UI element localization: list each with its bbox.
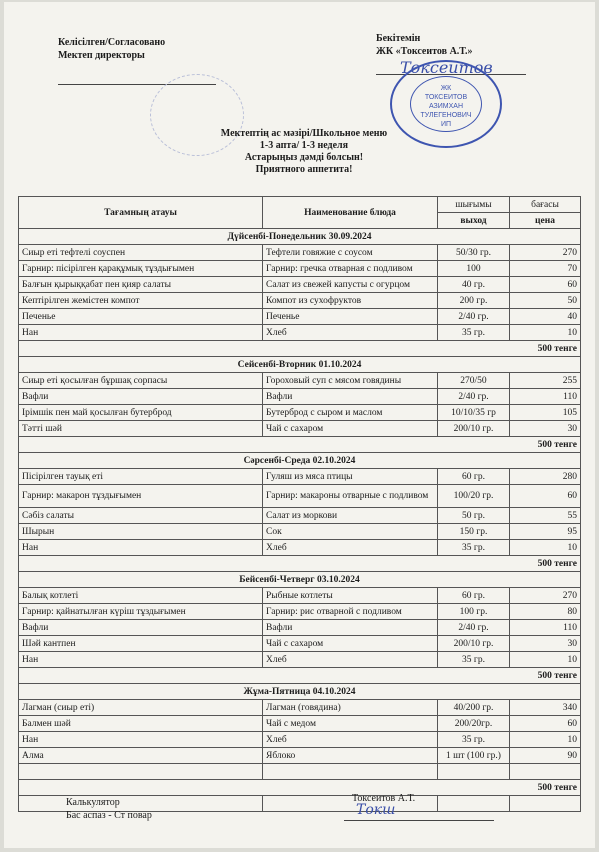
dish-kz: Шәй кантпен — [19, 636, 263, 652]
dish-kz: Гарнир: пісірілген қарақұмық тұздығымен — [19, 261, 263, 277]
chef-label: Бас аспаз - Ст повар — [66, 810, 152, 821]
dish-price: 270 — [510, 245, 581, 261]
dish-output: 10/10/35 гр — [438, 405, 510, 421]
dish-output: 200 гр. — [438, 293, 510, 309]
dish-output: 35 гр. — [438, 540, 510, 556]
dish-kz: Сиыр еті қосылған бұршақ сорпасы — [19, 373, 263, 389]
dish-kz: Шырын — [19, 524, 263, 540]
col-header-output-ru: выход — [438, 213, 510, 229]
day-header-row — [19, 572, 581, 588]
dish-kz: Нан — [19, 325, 263, 341]
dish-kz: Алма — [19, 748, 263, 764]
dish-output: 2/40 гр. — [438, 389, 510, 405]
dish-kz: Гарнир: макарон тұздығымен — [19, 485, 263, 508]
dish-price: 10 — [510, 732, 581, 748]
table-row-empty — [19, 764, 581, 780]
menu-table — [18, 196, 581, 812]
official-stamp — [390, 60, 502, 148]
stamp-text-3: АЗИМХАН — [428, 103, 464, 110]
dish-output: 50/30 гр. — [438, 245, 510, 261]
dish-output: 1 шт (100 гр.) — [438, 748, 510, 764]
table-row — [19, 485, 581, 508]
dish-price: 10 — [510, 652, 581, 668]
dish-output: 200/10 гр. — [438, 421, 510, 437]
day-title: Сейсенбі-Вторник 01.10.2024 — [19, 357, 581, 373]
dish-kz: Сәбіз салаты — [19, 508, 263, 524]
day-total: 500 тенге — [19, 780, 581, 796]
dish-output: 35 гр. — [438, 732, 510, 748]
dish-price: 55 — [510, 508, 581, 524]
dish-price: 30 — [510, 636, 581, 652]
dish-price: 110 — [510, 389, 581, 405]
day-header-row — [19, 453, 581, 469]
dish-output: 35 гр. — [438, 325, 510, 341]
table-row — [19, 405, 581, 421]
day-total-row — [19, 437, 581, 453]
dish-price: 60 — [510, 716, 581, 732]
dish-price: 90 — [510, 748, 581, 764]
dish-output: 270/50 — [438, 373, 510, 389]
footer-right-name: Токсеитов А.Т. — [352, 793, 416, 804]
dish-kz: Гарнир: қайнатылған күріш тұздығымен — [19, 604, 263, 620]
title-line-4: Приятного аппетита! — [255, 164, 353, 175]
dish-output: 2/40 гр. — [438, 309, 510, 325]
table-row — [19, 373, 581, 389]
day-total-row — [19, 668, 581, 684]
table-row — [19, 277, 581, 293]
table-row — [19, 293, 581, 309]
dish-kz: Балық котлеті — [19, 588, 263, 604]
dish-price: 40 — [510, 309, 581, 325]
dish-ru: Салат из свежей капусты с огурцом — [263, 277, 438, 293]
title-line-1: Мектептің ас мәзірі/Школьное меню — [220, 128, 388, 139]
entrepreneur-label: ЖК «Токсеитов А.Т.» — [376, 46, 473, 57]
dish-output: 100 гр. — [438, 604, 510, 620]
table-row — [19, 389, 581, 405]
dish-price: 340 — [510, 700, 581, 716]
dish-price: 105 — [510, 405, 581, 421]
stamp-text-1: ЖК — [440, 85, 452, 92]
agreed-label: Келісілген/Согласовано — [58, 37, 166, 48]
day-header-row — [19, 357, 581, 373]
col-header-ru: Наименование блюда — [263, 197, 438, 229]
table-row — [19, 700, 581, 716]
dish-ru: Чай с сахаром — [263, 636, 438, 652]
dish-price: 270 — [510, 588, 581, 604]
title-line-2: 1-3 апта/ 1-3 неделя — [259, 140, 349, 151]
dish-output: 35 гр. — [438, 652, 510, 668]
dish-price: 280 — [510, 469, 581, 485]
table-row — [19, 636, 581, 652]
dish-ru: Компот из сухофруктов — [263, 293, 438, 309]
dish-ru: Лагман (говядина) — [263, 700, 438, 716]
dish-output: 100/20 гр. — [438, 485, 510, 508]
dish-price: 110 — [510, 620, 581, 636]
dish-ru: Сок — [263, 524, 438, 540]
chef-signature: Токш — [356, 802, 396, 818]
dish-kz: Тәтті шәй — [19, 421, 263, 437]
dish-output: 200/20гр. — [438, 716, 510, 732]
approval-block-left — [58, 36, 165, 62]
dish-ru: Хлеб — [263, 732, 438, 748]
table-row — [19, 524, 581, 540]
approver-signature: Токсеитов — [400, 58, 493, 77]
dish-price: 30 — [510, 421, 581, 437]
table-row — [19, 421, 581, 437]
school-director-label: Мектеп директоры — [58, 50, 145, 61]
dish-price: 95 — [510, 524, 581, 540]
day-total-row — [19, 780, 581, 796]
col-header-kz: Тағамның атауы — [19, 197, 263, 229]
dish-output: 50 гр. — [438, 508, 510, 524]
day-total: 500 тенге — [19, 668, 581, 684]
dish-ru: Вафли — [263, 389, 438, 405]
dish-price: 10 — [510, 325, 581, 341]
dish-output: 2/40 гр. — [438, 620, 510, 636]
dish-ru: Хлеб — [263, 325, 438, 341]
title-line-3: Астарыңыз дәмді болсын! — [244, 152, 364, 163]
dish-ru: Гарнир: рис отварной с подливом — [263, 604, 438, 620]
table-row — [19, 245, 581, 261]
dish-ru: Гуляш из мяса птицы — [263, 469, 438, 485]
chef-signature-line — [344, 820, 494, 821]
calculator-label: Калькулятор — [66, 797, 120, 808]
dish-kz: Нан — [19, 652, 263, 668]
day-total-row — [19, 556, 581, 572]
dish-ru: Гарнир: макароны отварные с подливом — [263, 485, 438, 508]
dish-ru: Тефтели говяжие с соусом — [263, 245, 438, 261]
day-header-row — [19, 229, 581, 245]
table-row — [19, 604, 581, 620]
dish-price: 255 — [510, 373, 581, 389]
table-row — [19, 261, 581, 277]
day-title: Жұма-Пятница 04.10.2024 — [19, 684, 581, 700]
table-row — [19, 469, 581, 485]
dish-price: 70 — [510, 261, 581, 277]
dish-output: 40/200 гр. — [438, 700, 510, 716]
menu-title — [204, 128, 404, 176]
day-title: Сәрсенбі-Среда 02.10.2024 — [19, 453, 581, 469]
stamp-text-2: ТОКСЕИТОВ — [424, 94, 468, 101]
dish-ru: Печенье — [263, 309, 438, 325]
dish-kz: Кептірілген жемістен компот — [19, 293, 263, 309]
dish-ru: Чай с сахаром — [263, 421, 438, 437]
dish-kz: Балғын қырыққабат пен қияр салаты — [19, 277, 263, 293]
stamp-text-4: ТУЛЕГЕНОВИЧ — [420, 112, 472, 119]
table-row — [19, 508, 581, 524]
day-title: Дүйсенбі-Понедельник 30.09.2024 — [19, 229, 581, 245]
dish-ru: Хлеб — [263, 540, 438, 556]
dish-ru: Рыбные котлеты — [263, 588, 438, 604]
dish-ru: Яблоко — [263, 748, 438, 764]
day-header-row — [19, 684, 581, 700]
dish-ru: Гороховый суп с мясом говядины — [263, 373, 438, 389]
table-row — [19, 732, 581, 748]
dish-ru: Бутерброд с сыром и маслом — [263, 405, 438, 421]
day-title: Бейсенбі-Четверг 03.10.2024 — [19, 572, 581, 588]
menu-document — [4, 2, 595, 848]
dish-kz: Вафли — [19, 620, 263, 636]
dish-price: 50 — [510, 293, 581, 309]
dish-kz: Лагман (сиыр еті) — [19, 700, 263, 716]
table-row — [19, 588, 581, 604]
col-header-price-ru: цена — [510, 213, 581, 229]
dish-kz: Ірімшік пен май қосылған бутерброд — [19, 405, 263, 421]
dish-output: 60 гр. — [438, 588, 510, 604]
dish-price: 80 — [510, 604, 581, 620]
table-row — [19, 748, 581, 764]
table-row — [19, 540, 581, 556]
day-total: 500 тенге — [19, 341, 581, 357]
dish-output: 60 гр. — [438, 469, 510, 485]
col-header-output-kz: шығымы — [438, 197, 510, 213]
dish-ru: Вафли — [263, 620, 438, 636]
approval-block-right — [376, 32, 472, 58]
dish-kz: Балмен шәй — [19, 716, 263, 732]
table-row — [19, 716, 581, 732]
dish-ru: Чай с медом — [263, 716, 438, 732]
dish-price: 60 — [510, 277, 581, 293]
footer-left — [66, 796, 152, 822]
dish-ru: Салат из моркови — [263, 508, 438, 524]
dish-kz: Нан — [19, 540, 263, 556]
col-header-price-kz: бағасы — [510, 197, 581, 213]
dish-output: 100 — [438, 261, 510, 277]
table-header-row — [19, 197, 581, 213]
dish-kz: Печенье — [19, 309, 263, 325]
table-row — [19, 309, 581, 325]
day-total: 500 тенге — [19, 556, 581, 572]
dish-kz: Пісірілген тауық еті — [19, 469, 263, 485]
day-total: 500 тенге — [19, 437, 581, 453]
table-row — [19, 652, 581, 668]
dish-ru: Хлеб — [263, 652, 438, 668]
stamp-text-5: ИП — [440, 121, 452, 128]
dish-output: 200/10 гр. — [438, 636, 510, 652]
table-row — [19, 620, 581, 636]
dish-output: 150 гр. — [438, 524, 510, 540]
dish-kz: Вафли — [19, 389, 263, 405]
table-row — [19, 325, 581, 341]
dish-output: 40 гр. — [438, 277, 510, 293]
dish-kz: Сиыр еті тефтелі соуспен — [19, 245, 263, 261]
dish-kz: Нан — [19, 732, 263, 748]
approved-label: Бекітемін — [376, 33, 421, 44]
dish-ru: Гарнир: гречка отварная с подливом — [263, 261, 438, 277]
stamp-center — [410, 76, 482, 132]
dish-price: 10 — [510, 540, 581, 556]
dish-price: 60 — [510, 485, 581, 508]
day-total-row — [19, 341, 581, 357]
